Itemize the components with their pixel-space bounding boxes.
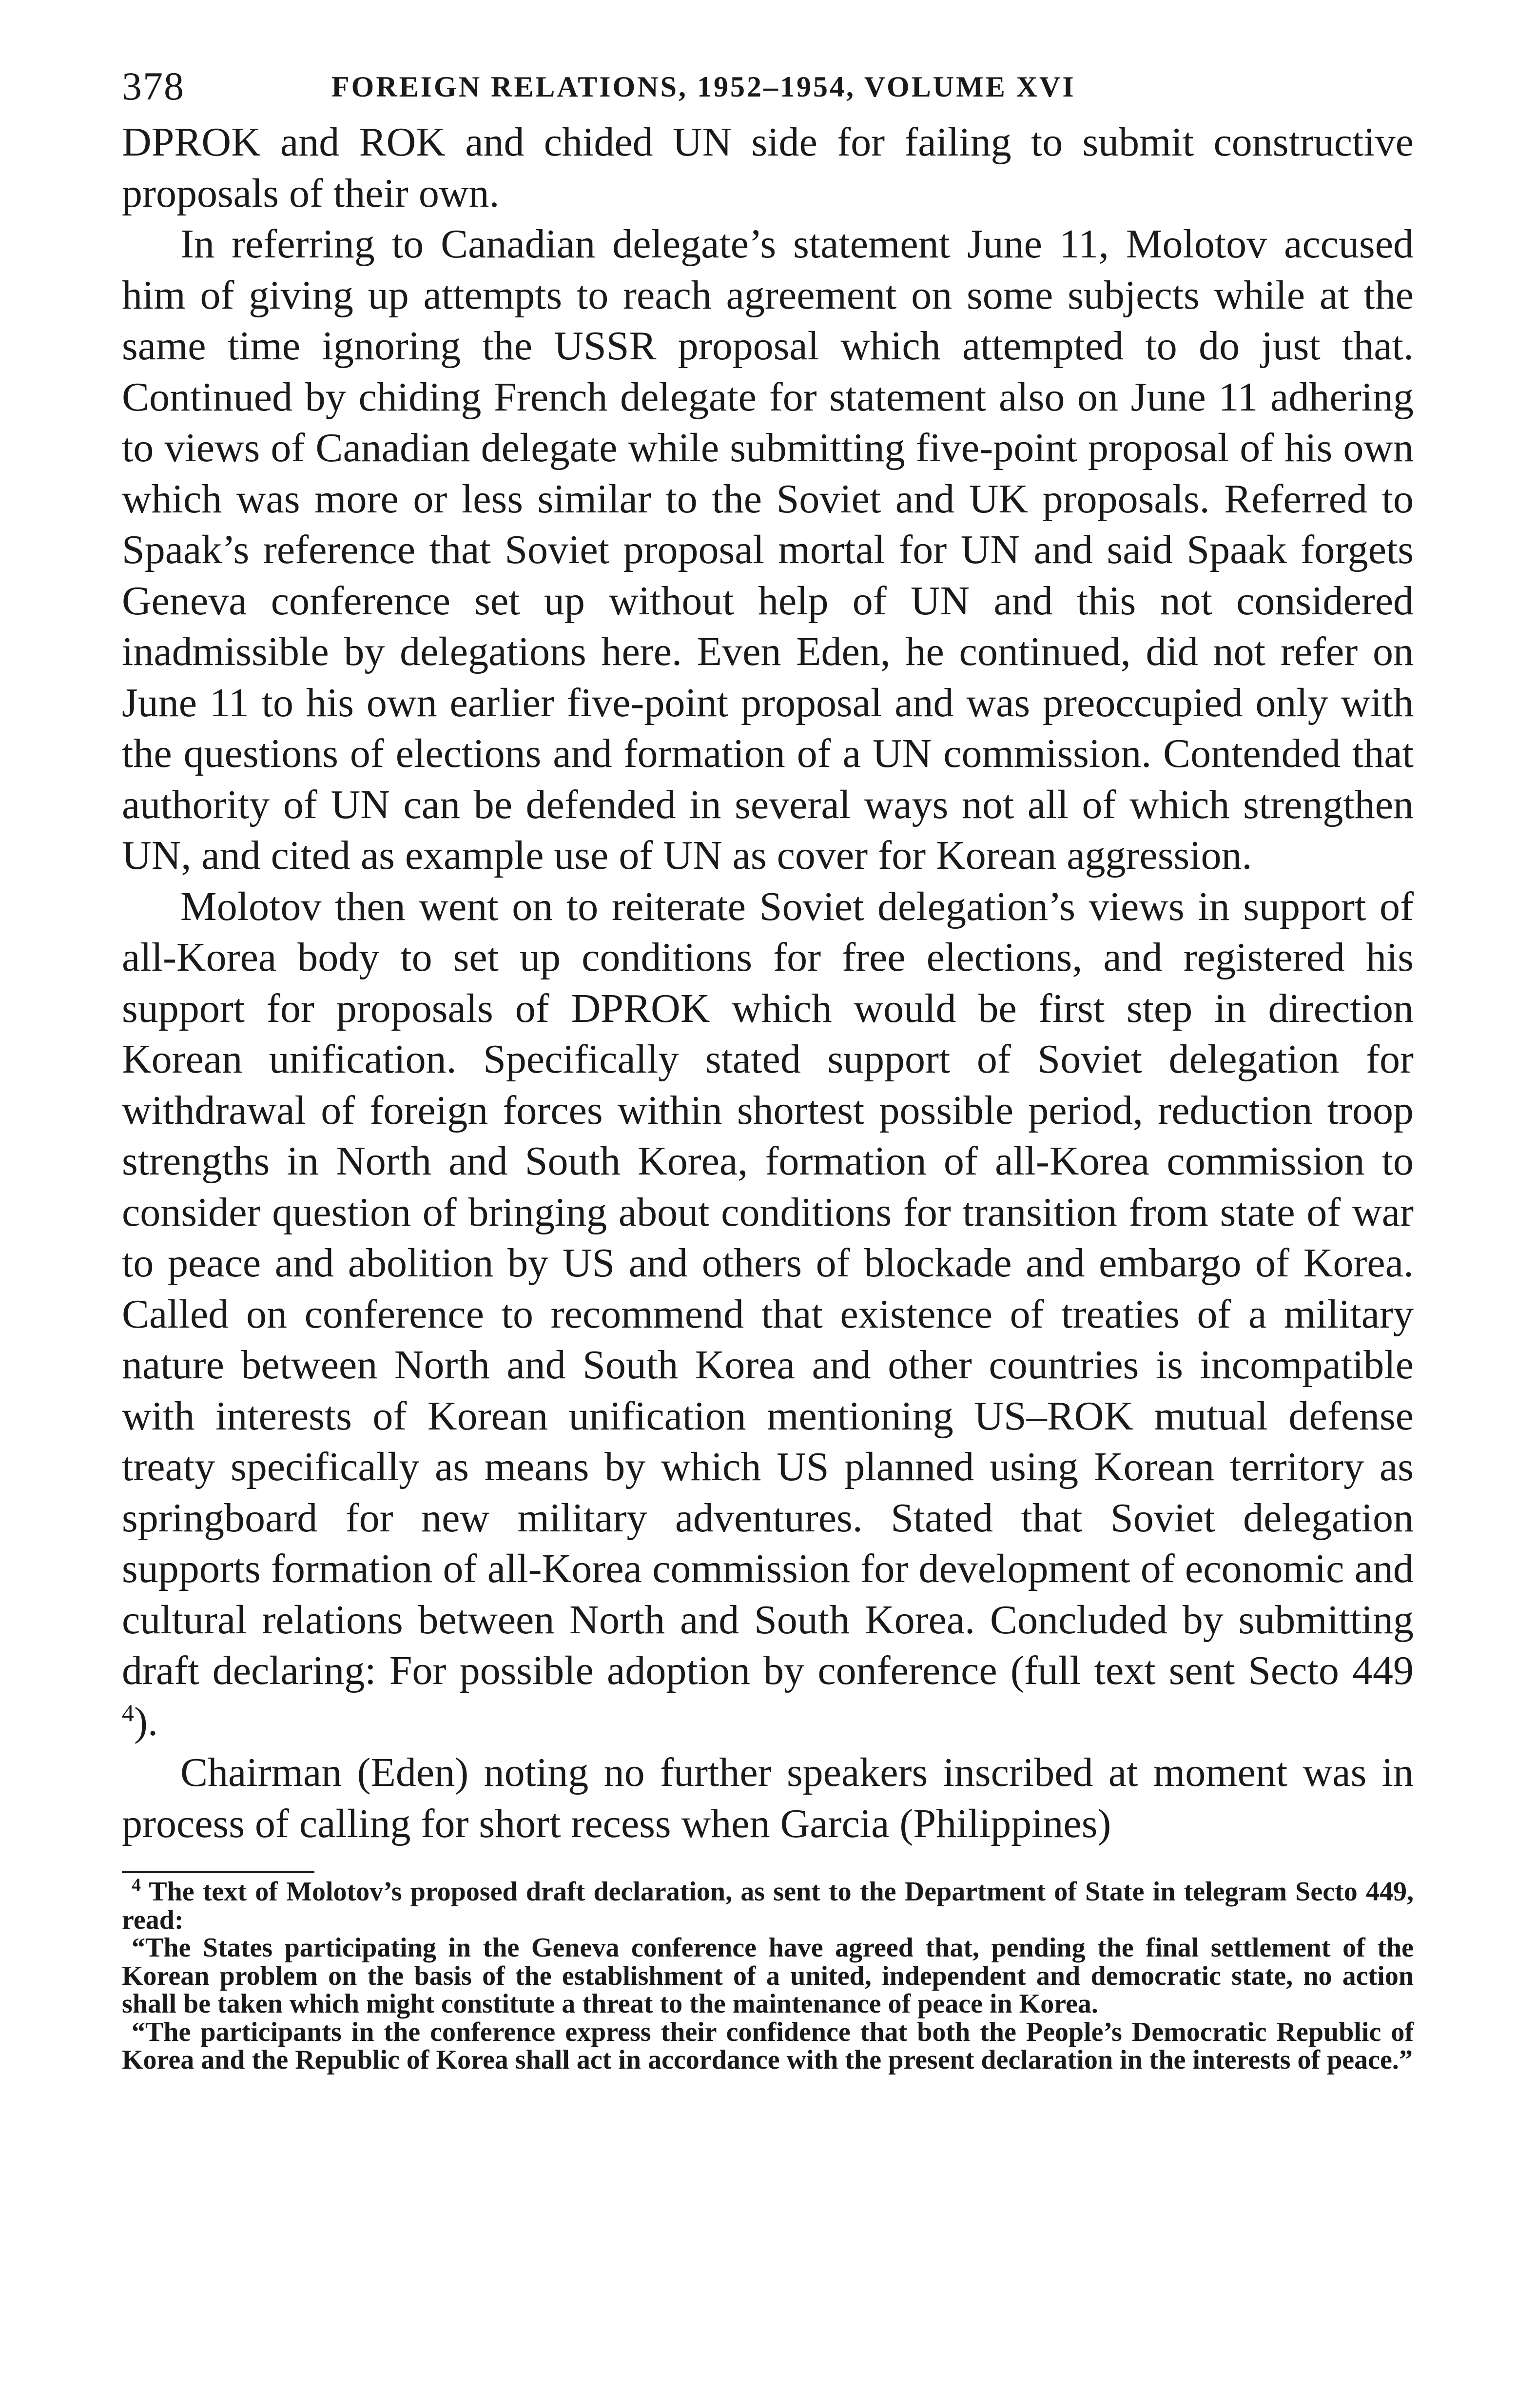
footnote-quote-1: “The States participating in the Geneva conference have agreed that, pending the final settlement of the Korean problem on the basis of the establishment of a united, independent and democratic state, no action shall be taken which might constitute a threat to the maintenance of peace in Korea.: [122, 1933, 1414, 2019]
page-number: 378: [122, 64, 185, 108]
paragraph-3-end: ).: [134, 1699, 158, 1744]
footnote-quote-2: “The participants in the conference express their confidence that both the People’s Democratic Republic of Korea and the Republic of Korea shall act in accordance with the present declaration in the interests of peace.”: [122, 2016, 1414, 2075]
footnote-4: [122, 1875, 1414, 1935]
paragraph-2: In referring to Canadian delegate’s statement June 11, Molotov accused him of giving up attempts to reach agreement on some subjects while at the same time ignoring the USSR proposal which attempted to do just that. Continued by chiding French delegate for statement also on June 11 adhering to views of Canadian delegate while submitting five-point proposal of his own which was more or less similar to the Soviet and UK proposals. Referred to Spaak’s reference that Soviet proposal mortal for UN and said Spaak forgets Geneva conference set up without help of UN and this not considered inadmissible by delegations here. Even Eden, he continued, did not refer on June 11 to his own earlier five-point proposal and was preoccupied only with the questions of elections and formation of a UN commission. Contended that authority of UN can be defended in several ways not all of which strengthen UN, and cited as example use of UN as cover for Korean aggression.: [122, 221, 1414, 878]
paragraph-1: DPROK and ROK and chided UN side for failing to submit constructive proposals of their own.: [122, 119, 1414, 216]
paragraph-4: Chairman (Eden) noting no further speakers inscribed at moment was in process of calling for short recess when Garcia (Philippines): [122, 1750, 1414, 1846]
footnote-reference: 4: [122, 1699, 134, 1726]
paragraph-3: [122, 881, 1414, 1748]
footnotes: [122, 1875, 1414, 2075]
body-text: [122, 117, 1414, 1849]
running-title: FOREIGN RELATIONS, 1952–1954, VOLUME XVI: [331, 71, 1076, 103]
paragraph-3-text: Molotov then went on to reiterate Soviet delegation’s views in support of all-Korea body to set up conditions for free elections, and registered his support for proposals of DPROK which would be first step in direction Korean unification. Specifically stated support of Soviet delegation for withdrawal of foreign forces within shortest possible period, reduction troop strengths in North and South Korea, formation of all-Korea commission to consider question of bringing about conditions for transition from state of war to peace and abolition by US and others of blockade and embargo of Korea. Called on conference to recommend that existence of treaties of a military nature between North and South Korea and other countries is incompatible with interests of Korean unification mentioning US–ROK mutual defense treaty specifically as means by which US planned using Korean territory as springboard for new military adventures. Stated that Soviet delegation supports formation of all-Korea commission for development of economic and cultural relations between North and South Korea. Concluded by submitting draft declaring: For possible adoption by conference (full text sent Secto 449: [122, 883, 1414, 1693]
footnote-intro: The text of Molotov’s proposed draft declaration, as sent to the Department of State in telegram Secto 449, read:: [122, 1877, 1414, 1935]
document-page: [122, 63, 1414, 2075]
footnote-divider: [122, 1871, 314, 1873]
running-head: [122, 63, 1414, 117]
footnote-mark: 4: [132, 1875, 141, 1896]
